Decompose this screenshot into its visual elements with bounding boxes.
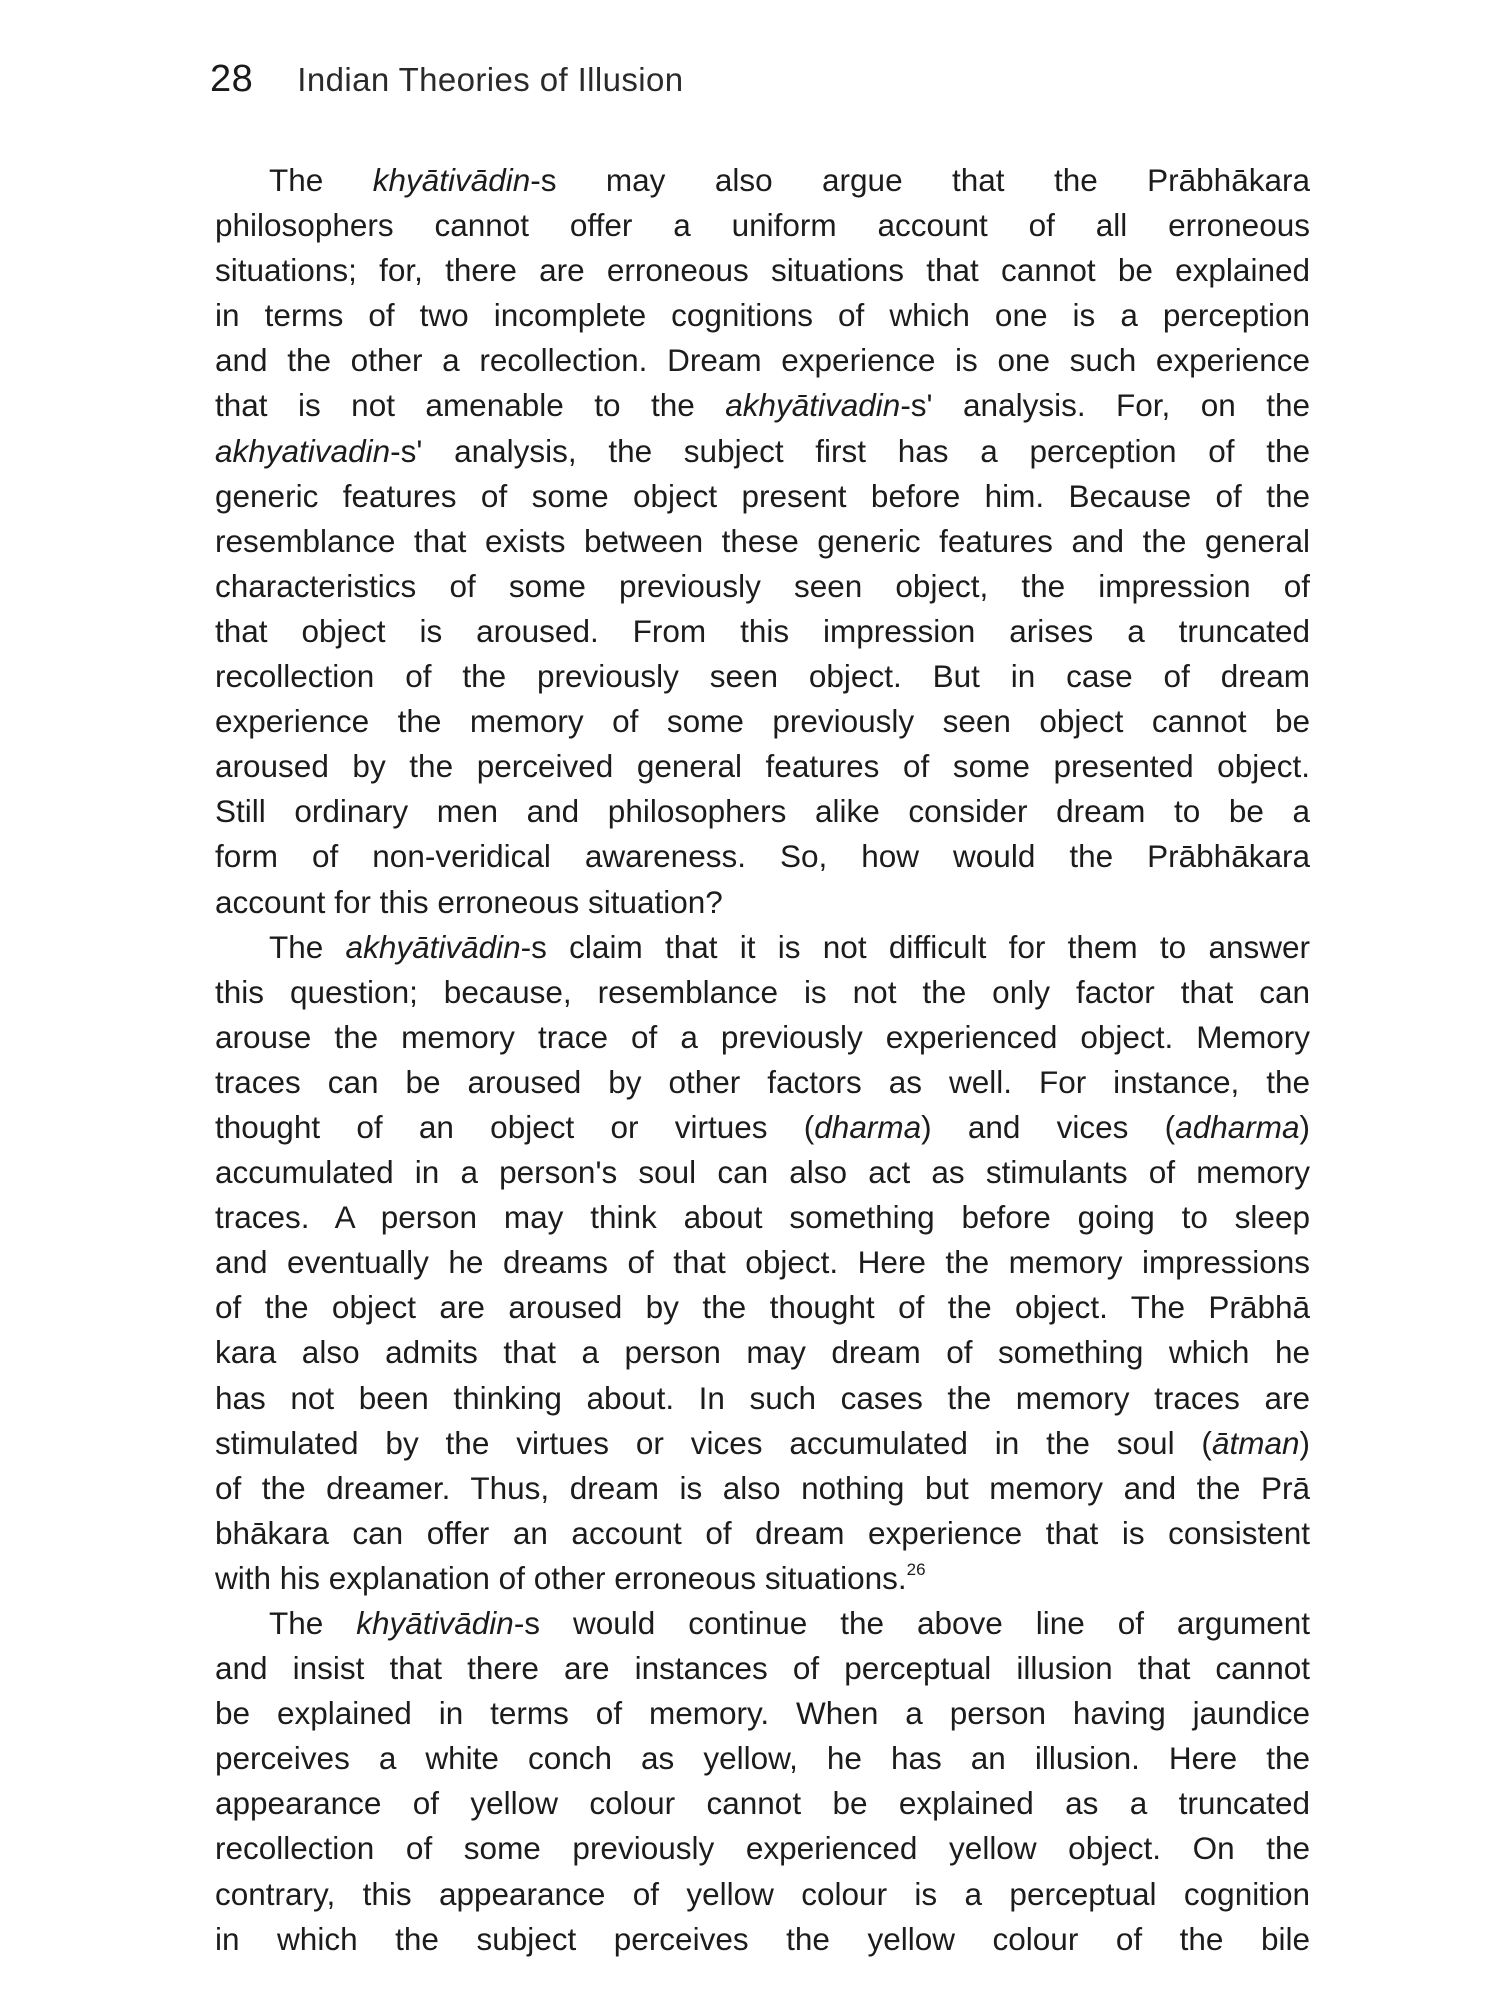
text-line: and insist that there are instances of perceptual illusion that cannot [215, 1650, 1310, 1687]
paragraph [215, 925, 1310, 1601]
text-line: with his explanation of other erroneous situations.$^{26}$ [215, 1559, 926, 1596]
text-line: The khyātivādin-s would continue the above line of argument [269, 1605, 1310, 1641]
text-line: aroused by the perceived general features of some presented object. [215, 748, 1310, 785]
text-line: kara also admits that a person may dream of something which he [215, 1334, 1310, 1371]
footnote-ref[interactable]: 26 [906, 1559, 926, 1579]
text-line: recollection of some previously experienced yellow object. On the [215, 1830, 1310, 1867]
text-line: stimulated by the virtues or vices accumulated in the soul (ātman) [215, 1424, 1310, 1461]
text-line: traces. A person may think about something before going to sleep [215, 1199, 1310, 1236]
text-line: akhyativadin-s' analysis, the subject first has a perception of the [215, 432, 1310, 469]
text-line: form of non-veridical awareness. So, how would the Prābhākara [215, 838, 1310, 875]
paragraph [215, 1601, 1310, 1962]
running-title: Indian Theories of Illusion [297, 61, 684, 98]
text-line: contrary, this appearance of yellow colour is a perceptual cognition [215, 1875, 1310, 1912]
text-line: resemblance that exists between these generic features and the general [215, 522, 1310, 559]
text-line: arouse the memory trace of a previously experienced object. Memory [215, 1018, 1310, 1055]
text-line: The akhyātivādin-s claim that it is not difficult for them to answer [269, 928, 1310, 965]
text-line: characteristics of some previously seen object, the impression of [215, 567, 1310, 604]
page-number: 28 [210, 58, 254, 100]
running-head [210, 58, 684, 108]
text-line: accumulated in a person's soul can also act as stimulants of memory [215, 1154, 1310, 1191]
text-line: perceives a white conch as yellow, he has an illusion. Here the [215, 1740, 1310, 1777]
text-line: and eventually he dreams of that object. Here the memory impressions [215, 1244, 1310, 1281]
text-line: account for this erroneous situation? [215, 883, 723, 920]
text-line: thought of an object or virtues (dharma) and vices (adharma) [215, 1108, 1310, 1145]
text-line: philosophers cannot offer a uniform account of all erroneous [215, 207, 1310, 244]
text-line: of the object are aroused by the thought of the object. The Prābhā [215, 1289, 1310, 1326]
text-line: The khyātivādin-s may also argue that the Prābhākara [269, 162, 1310, 198]
text-line: be explained in terms of memory. When a person having jaundice [215, 1695, 1310, 1732]
text-line: situations; for, there are erroneous situations that cannot be explained [215, 252, 1310, 289]
text-line: traces can be aroused by other factors as well. For instance, the [215, 1063, 1310, 1100]
text-line: recollection of the previously seen object. But in case of dream [215, 658, 1310, 695]
text-line: experience the memory of some previously seen object cannot be [215, 703, 1310, 740]
text-line: and the other a recollection. Dream experience is one such experience [215, 342, 1310, 379]
text-line: Still ordinary men and philosophers alike consider dream to be a [215, 793, 1310, 830]
text-line: in terms of two incomplete cognitions of which one is a perception [215, 297, 1310, 334]
paragraph [215, 158, 1310, 925]
text-line: in which the subject perceives the yellow colour of the bile [215, 1920, 1310, 1957]
text-line: has not been thinking about. In such cases the memory traces are [215, 1379, 1310, 1416]
text-line: this question; because, resemblance is not the only factor that can [215, 973, 1310, 1010]
text-line: generic features of some object present before him. Because of the [215, 477, 1310, 514]
text-line: of the dreamer. Thus, dream is also nothing but memory and the Prā [215, 1469, 1310, 1506]
body-text [215, 158, 1310, 1962]
text-line: that is not amenable to the akhyātivadin-s' analysis. For, on the [215, 387, 1310, 424]
text-line: bhākara can offer an account of dream experience that is consistent [215, 1514, 1310, 1551]
text-line: appearance of yellow colour cannot be explained as a truncated [215, 1785, 1310, 1822]
text-line: that object is aroused. From this impression arises a truncated [215, 612, 1310, 649]
